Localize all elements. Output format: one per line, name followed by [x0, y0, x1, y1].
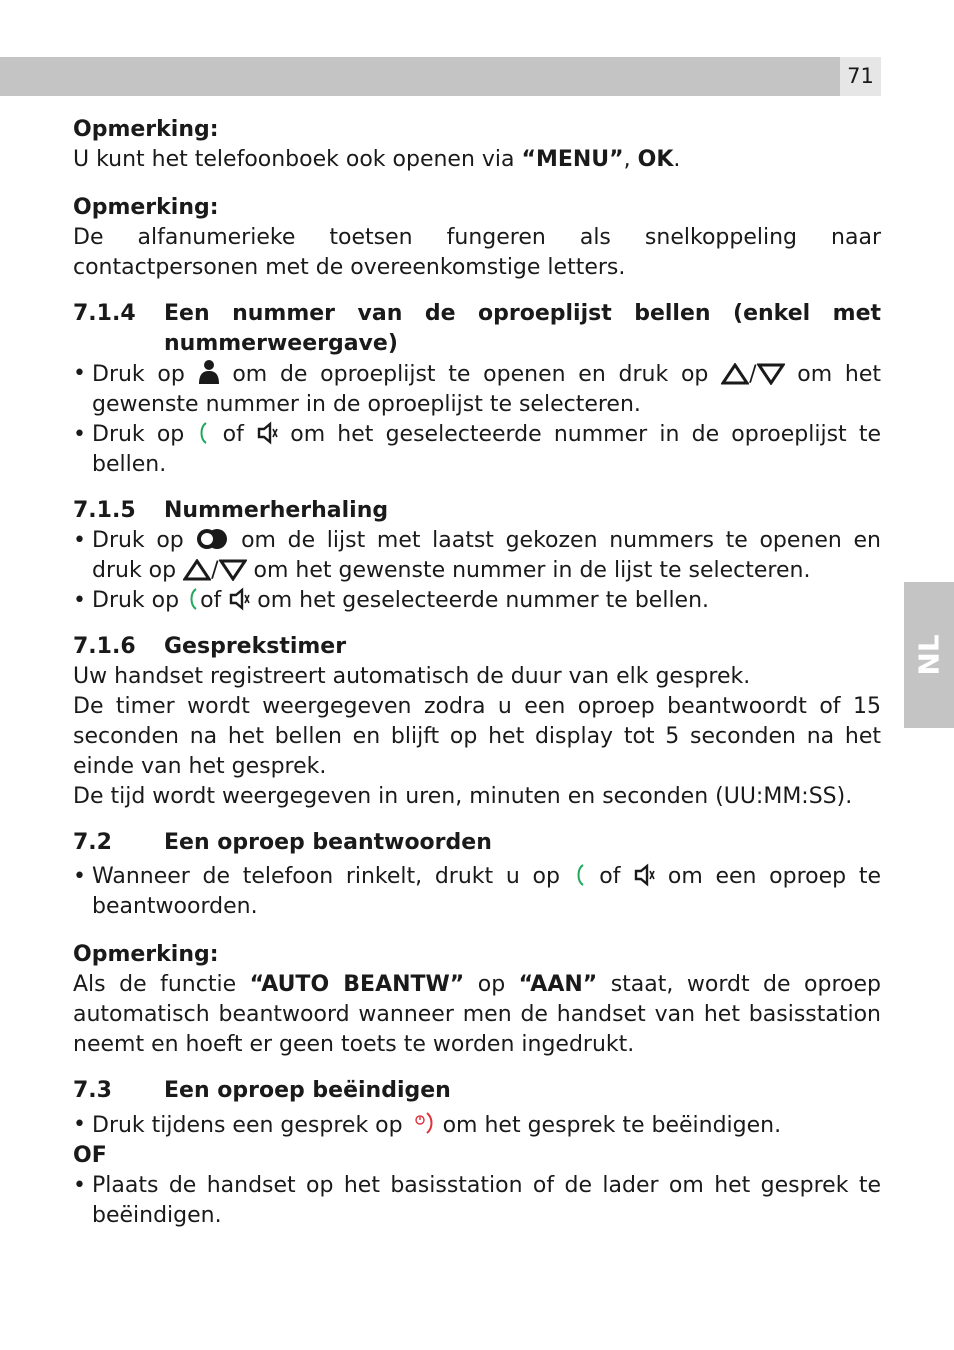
text: Druk tijdens een gesprek op: [92, 1113, 410, 1138]
section-title: Een nummer van de oproeplijst bellen (enkel met nummerweergave): [164, 301, 881, 356]
person-icon: [198, 359, 220, 385]
language-tab-label: NL: [912, 634, 946, 676]
text: of: [210, 422, 257, 447]
bullet: •: [73, 422, 86, 447]
text: Als de functie: [73, 972, 250, 997]
text: staat, wordt de oproep automatisch beantwoord wanneer men de handset van het basisstation neemt en hoeft er geen toets te worden ingedrukt.: [73, 972, 881, 1057]
list-item: [73, 1110, 881, 1141]
text: Druk op: [92, 588, 187, 613]
section-title: Een oproep beëindigen: [164, 1078, 451, 1103]
text: om het gewenste nummer in de lijst te selecteren.: [246, 558, 811, 583]
bullet: •: [73, 361, 86, 386]
end-call-icon: [410, 1110, 436, 1136]
section-heading-714: [73, 299, 881, 359]
language-tab: [904, 582, 954, 728]
speaker-icon: [256, 421, 278, 445]
paragraph: Uw handset registreert automatisch de duur van elk gesprek.: [73, 664, 751, 689]
up-triangle-icon: [721, 363, 749, 385]
text: om het gesprek te beëindigen.: [435, 1113, 782, 1138]
speaker-icon: [228, 587, 250, 611]
text: Druk op: [92, 362, 198, 387]
section-heading-716: [73, 632, 881, 662]
talk-icon: [196, 421, 210, 445]
section-title: Een oproep beantwoorden: [164, 830, 492, 855]
text: om de lijst met laatst gekozen nummers te openen en druk op: [92, 528, 881, 583]
text: om de oproeplijst te openen en druk op: [219, 362, 722, 387]
text: Wanneer de telefoon rinkelt, drukt u op: [92, 864, 573, 889]
section-number: 7.2: [73, 830, 112, 855]
text: U kunt het telefoonboek ook openen via: [73, 147, 522, 172]
bullet: •: [73, 1173, 86, 1198]
text: Plaats de handset op het basisstation of de lader om het gesprek te beëindigen.: [92, 1173, 881, 1228]
text: Druk op: [92, 528, 196, 553]
list-item: [73, 420, 881, 480]
bullet: •: [73, 1112, 86, 1137]
list-item: [73, 862, 881, 922]
text: op: [464, 972, 519, 997]
text: om het geselecteerde nummer te bellen.: [250, 588, 710, 613]
section-number: 7.1.6: [73, 634, 136, 659]
talk-icon: [573, 863, 587, 887]
text: om het geselecteerde nummer in de oproeplijst te bellen.: [92, 422, 881, 477]
redial-icon: [195, 527, 229, 551]
list-item: [73, 586, 881, 616]
slash: /: [749, 362, 757, 387]
section-heading-72: [73, 828, 881, 858]
note-label: Opmerking:: [73, 117, 219, 142]
on-label: “AAN”: [518, 972, 598, 997]
text: of: [200, 588, 229, 613]
text: Druk op: [92, 422, 197, 447]
ok-label: OK: [637, 147, 674, 172]
list-item: [73, 1171, 881, 1231]
section-number: 7.1.4: [73, 301, 136, 326]
slash: /: [211, 558, 219, 583]
talk-icon: [186, 587, 200, 611]
or-label: OF: [73, 1143, 107, 1168]
note-text: De alfanumerieke toetsen fungeren als snelkoppeling naar contactpersonen met de overeenkomstige letters.: [73, 225, 881, 280]
list-item: [73, 359, 881, 420]
note-text: [73, 145, 881, 175]
paragraph: De tijd wordt weergegeven in uren, minuten en seconden (UU:MM:SS).: [73, 784, 853, 809]
text: om het gewenste nummer in de oproeplijst te selecteren.: [92, 362, 881, 417]
note-label: Opmerking:: [73, 195, 219, 220]
text: of: [586, 864, 634, 889]
bullet: •: [73, 528, 86, 553]
menu-label: “MENU”: [521, 147, 624, 172]
text: .: [673, 147, 681, 172]
bullet: •: [73, 864, 86, 889]
section-title: Gesprekstimer: [164, 634, 347, 659]
section-number: 7.1.5: [73, 498, 136, 523]
note-text: [73, 970, 881, 1060]
paragraph: De timer wordt weergegeven zodra u een oproep beantwoordt of 15 seconden na het bellen en blijft op het display tot 5 seconden na het einde van het gesprek.: [73, 694, 881, 779]
page-number: 71: [840, 57, 881, 96]
section-heading-73: [73, 1076, 881, 1106]
section-heading-715: [73, 496, 881, 526]
list-item: [73, 526, 881, 586]
bullet: •: [73, 588, 86, 613]
auto-answer-label: “AUTO BEANTW”: [249, 972, 465, 997]
text: ,: [623, 147, 638, 172]
text: om een oproep te beantwoorden.: [92, 864, 881, 919]
header-bar: [0, 57, 840, 96]
section-number: 7.3: [73, 1078, 112, 1103]
section-title: Nummerherhaling: [164, 498, 389, 523]
down-triangle-icon: [219, 559, 247, 581]
note-label: Opmerking:: [73, 942, 219, 967]
speaker-icon: [633, 863, 655, 887]
up-triangle-icon: [183, 559, 211, 581]
page-content: [73, 115, 881, 1231]
down-triangle-icon: [757, 363, 785, 385]
